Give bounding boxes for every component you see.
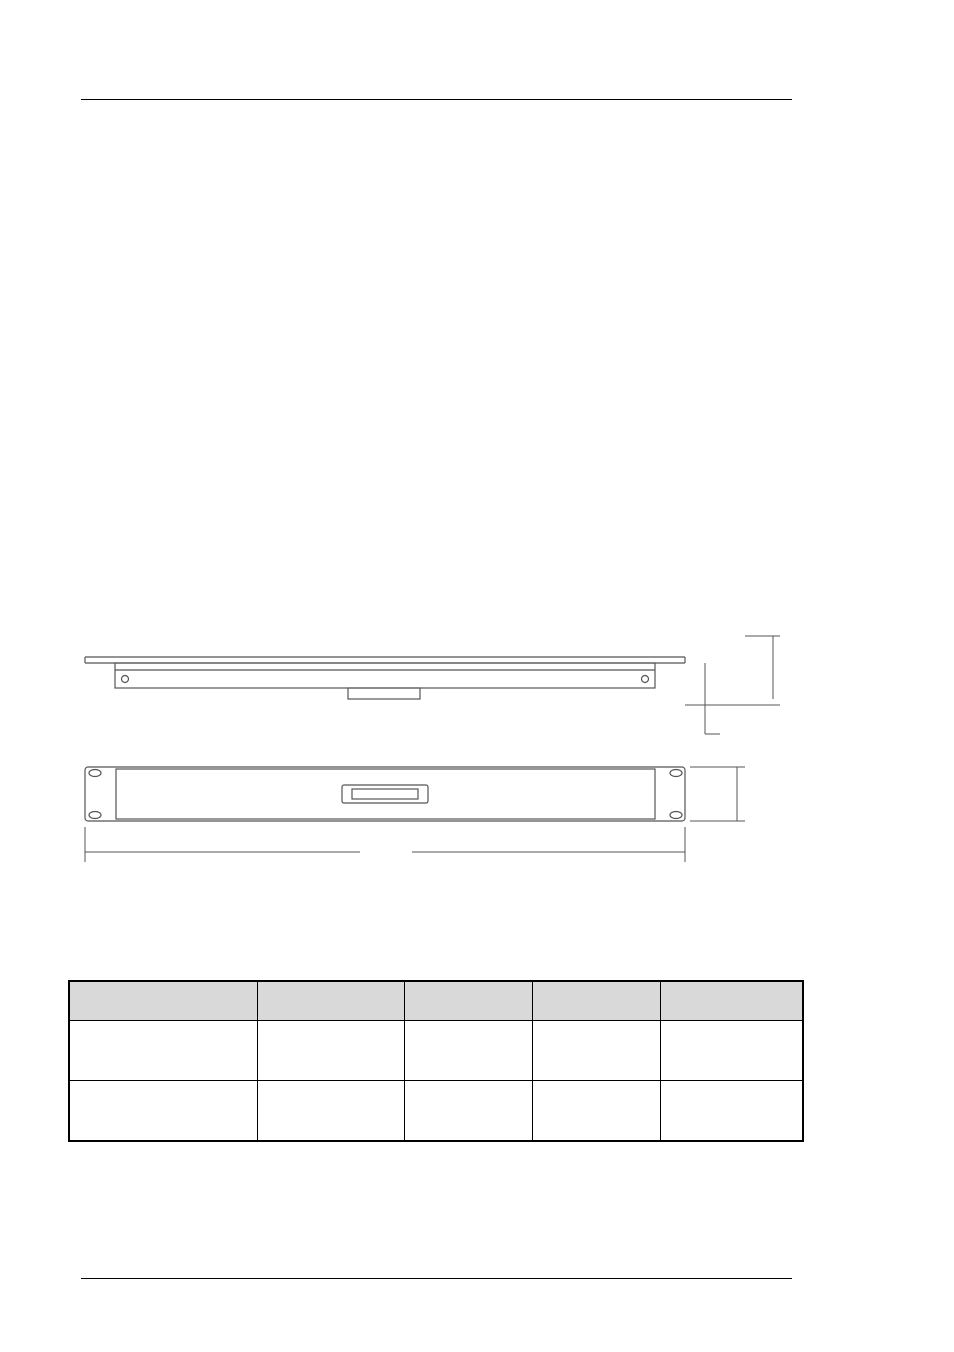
h-cell [404, 1021, 533, 1081]
d2-cell [660, 1081, 803, 1141]
column-header-d2 [660, 981, 803, 1021]
product-cell [69, 1081, 257, 1141]
table-row [69, 1081, 803, 1141]
page-header [81, 77, 792, 100]
w-cell [257, 1081, 404, 1141]
dimensions-header-row [69, 981, 803, 1021]
dimensions-table [68, 980, 804, 1142]
w-cell [257, 1021, 404, 1081]
d2-cell [660, 1021, 803, 1081]
top-view [85, 657, 685, 699]
page-footer [81, 1278, 792, 1309]
product-cell [69, 1021, 257, 1081]
table-row [69, 1021, 803, 1081]
column-header-product [69, 981, 257, 1021]
d1-cell [533, 1021, 661, 1081]
breakout-box-dimension-drawing [80, 620, 800, 880]
column-header-h [404, 981, 533, 1021]
front-view [85, 767, 685, 821]
column-header-w [257, 981, 404, 1021]
d1-cell [533, 1081, 661, 1141]
column-header-d1 [533, 981, 661, 1021]
h-cell [404, 1081, 533, 1141]
